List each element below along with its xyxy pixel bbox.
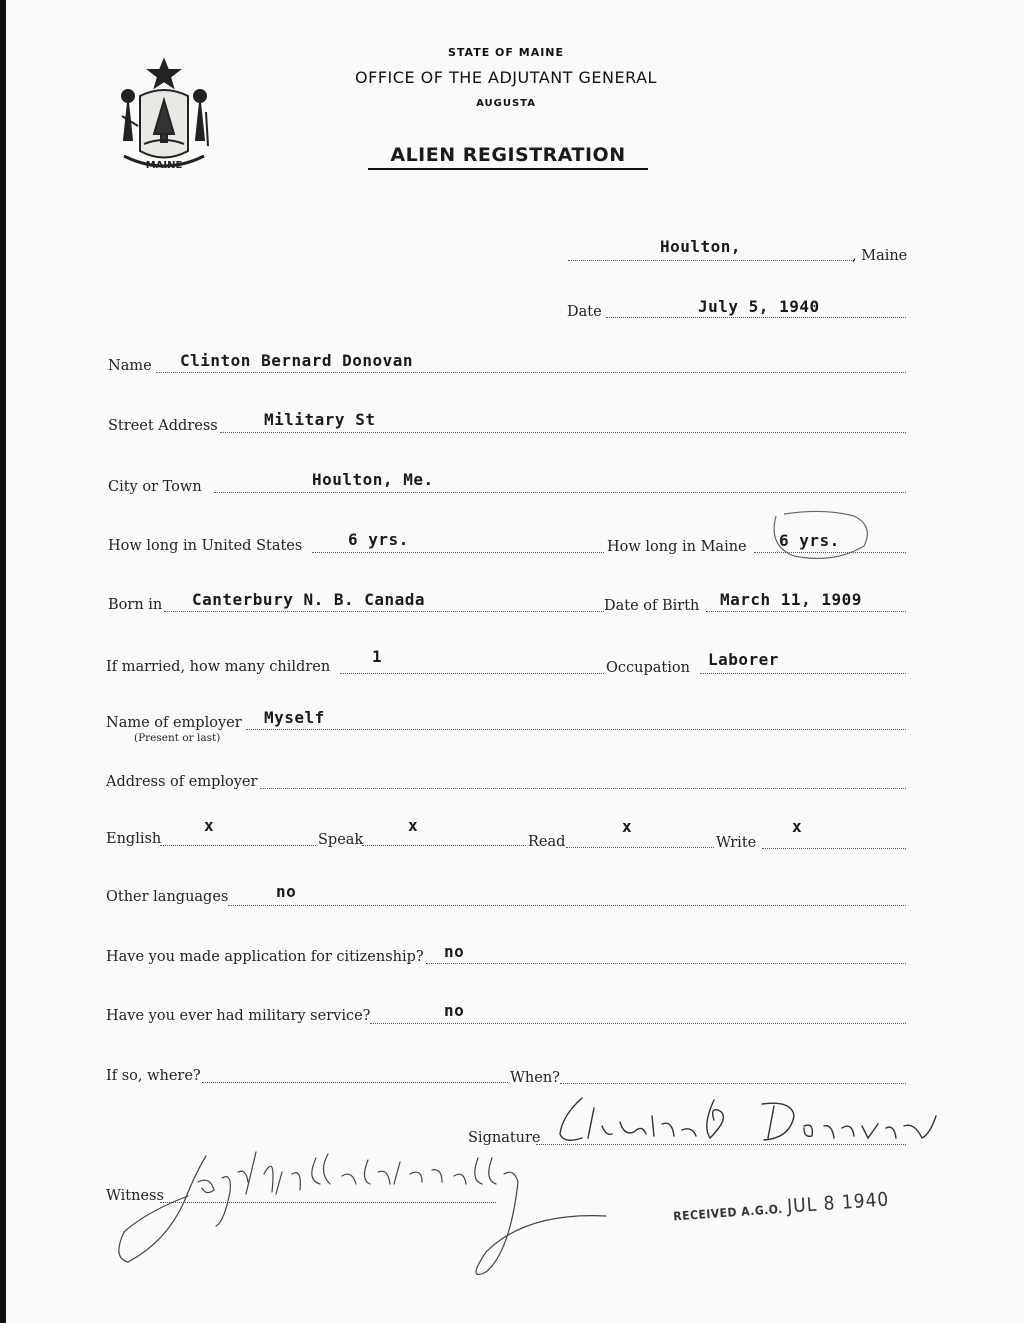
- city-heading: AUGUSTA: [476, 98, 536, 109]
- citizenship-label: Have you made application for citizenship?: [106, 949, 424, 965]
- name-value: Clinton Bernard Donovan: [180, 351, 414, 370]
- english-label: English: [106, 831, 162, 847]
- children-line: [340, 673, 604, 674]
- military-label: Have you ever had military service?: [106, 1008, 371, 1024]
- read-label: Read: [528, 834, 566, 850]
- military-line: [370, 1023, 906, 1024]
- employer-sublabel: (Present or last): [134, 732, 221, 744]
- office-heading: OFFICE OF THE ADJUTANT GENERAL: [355, 68, 657, 87]
- date-label: Date: [567, 304, 602, 320]
- write-value: x: [792, 817, 803, 836]
- us-label: How long in United States: [108, 538, 303, 554]
- us-line: [312, 552, 604, 553]
- place-value: Houlton,: [660, 237, 742, 256]
- form-title: ALIEN REGISTRATION: [368, 144, 648, 170]
- children-label: If married, how many children: [106, 659, 331, 675]
- speak-line: [362, 845, 526, 846]
- occupation-label: Occupation: [606, 660, 690, 676]
- maine-label: How long in Maine: [607, 539, 747, 555]
- born-value: Canterbury N. B. Canada: [192, 590, 426, 609]
- occupation-line: [700, 673, 906, 674]
- born-line: [164, 611, 604, 612]
- other-languages-line: [228, 905, 906, 906]
- maine-value: 6 yrs.: [779, 531, 840, 550]
- speak-value: x: [408, 816, 419, 835]
- stamp-prefix: RECEIVED A.G.O.: [672, 1201, 784, 1224]
- signature-label: Signature: [468, 1130, 541, 1146]
- svg-text:MAINE: MAINE: [145, 160, 183, 171]
- dob-label: Date of Birth: [604, 598, 700, 614]
- street-label: Street Address: [108, 418, 218, 434]
- place-suffix: , Maine: [852, 248, 908, 264]
- born-label: Born in: [108, 597, 163, 613]
- employer-label: Name of employer: [106, 715, 242, 731]
- city-value: Houlton, Me.: [312, 470, 434, 489]
- read-line: [566, 847, 714, 848]
- english-line: [160, 845, 316, 846]
- stamp-date: JUL 8 1940: [786, 1188, 891, 1218]
- witness-label: Witness: [106, 1188, 164, 1204]
- when-line: [560, 1083, 906, 1084]
- dob-value: March 11, 1909: [720, 590, 862, 609]
- maine-circle-mark: [764, 506, 874, 562]
- occupation-value: Laborer: [708, 650, 779, 669]
- other-languages-label: Other languages: [106, 889, 229, 905]
- where-label: If so, where?: [106, 1068, 201, 1084]
- where-line: [202, 1082, 508, 1083]
- military-value: no: [444, 1001, 465, 1020]
- speak-label: Speak: [318, 832, 364, 848]
- citizenship-line: [426, 963, 906, 964]
- place-line: [568, 260, 854, 261]
- name-label: Name: [108, 358, 152, 374]
- us-value: 6 yrs.: [348, 530, 409, 549]
- city-line: [214, 492, 906, 493]
- received-stamp: [672, 1188, 890, 1225]
- employer-address-line: [260, 788, 906, 789]
- employer-address-label: Address of employer: [106, 774, 258, 790]
- date-line: [606, 317, 906, 318]
- svg-text:Clinton B. Donovan: [546, 1100, 547, 1101]
- state-heading: STATE OF MAINE: [447, 46, 565, 59]
- maine-state-seal-icon: [110, 56, 218, 178]
- children-value: 1: [372, 647, 383, 666]
- employer-line: [246, 729, 906, 730]
- city-label: City or Town: [108, 479, 202, 495]
- date-value: July 5, 1940: [698, 297, 820, 316]
- when-label: When?: [510, 1070, 560, 1086]
- dob-line: [706, 611, 906, 612]
- write-label: Write: [716, 835, 757, 851]
- english-value: x: [204, 816, 215, 835]
- svg-text:Joseph W. McGillicuddy: Joseph W. McGillicuddy: [126, 1150, 138, 1151]
- name-line: [156, 372, 906, 373]
- write-line: [762, 848, 906, 849]
- signature-text-holder: [546, 1100, 547, 1101]
- read-value: x: [622, 817, 633, 836]
- street-value: Military St: [264, 410, 376, 429]
- employer-value: Myself: [264, 708, 325, 727]
- citizenship-value: no: [444, 942, 465, 961]
- street-line: [220, 432, 906, 433]
- other-languages-value: no: [276, 882, 297, 901]
- witness-handwriting: [106, 1132, 626, 1282]
